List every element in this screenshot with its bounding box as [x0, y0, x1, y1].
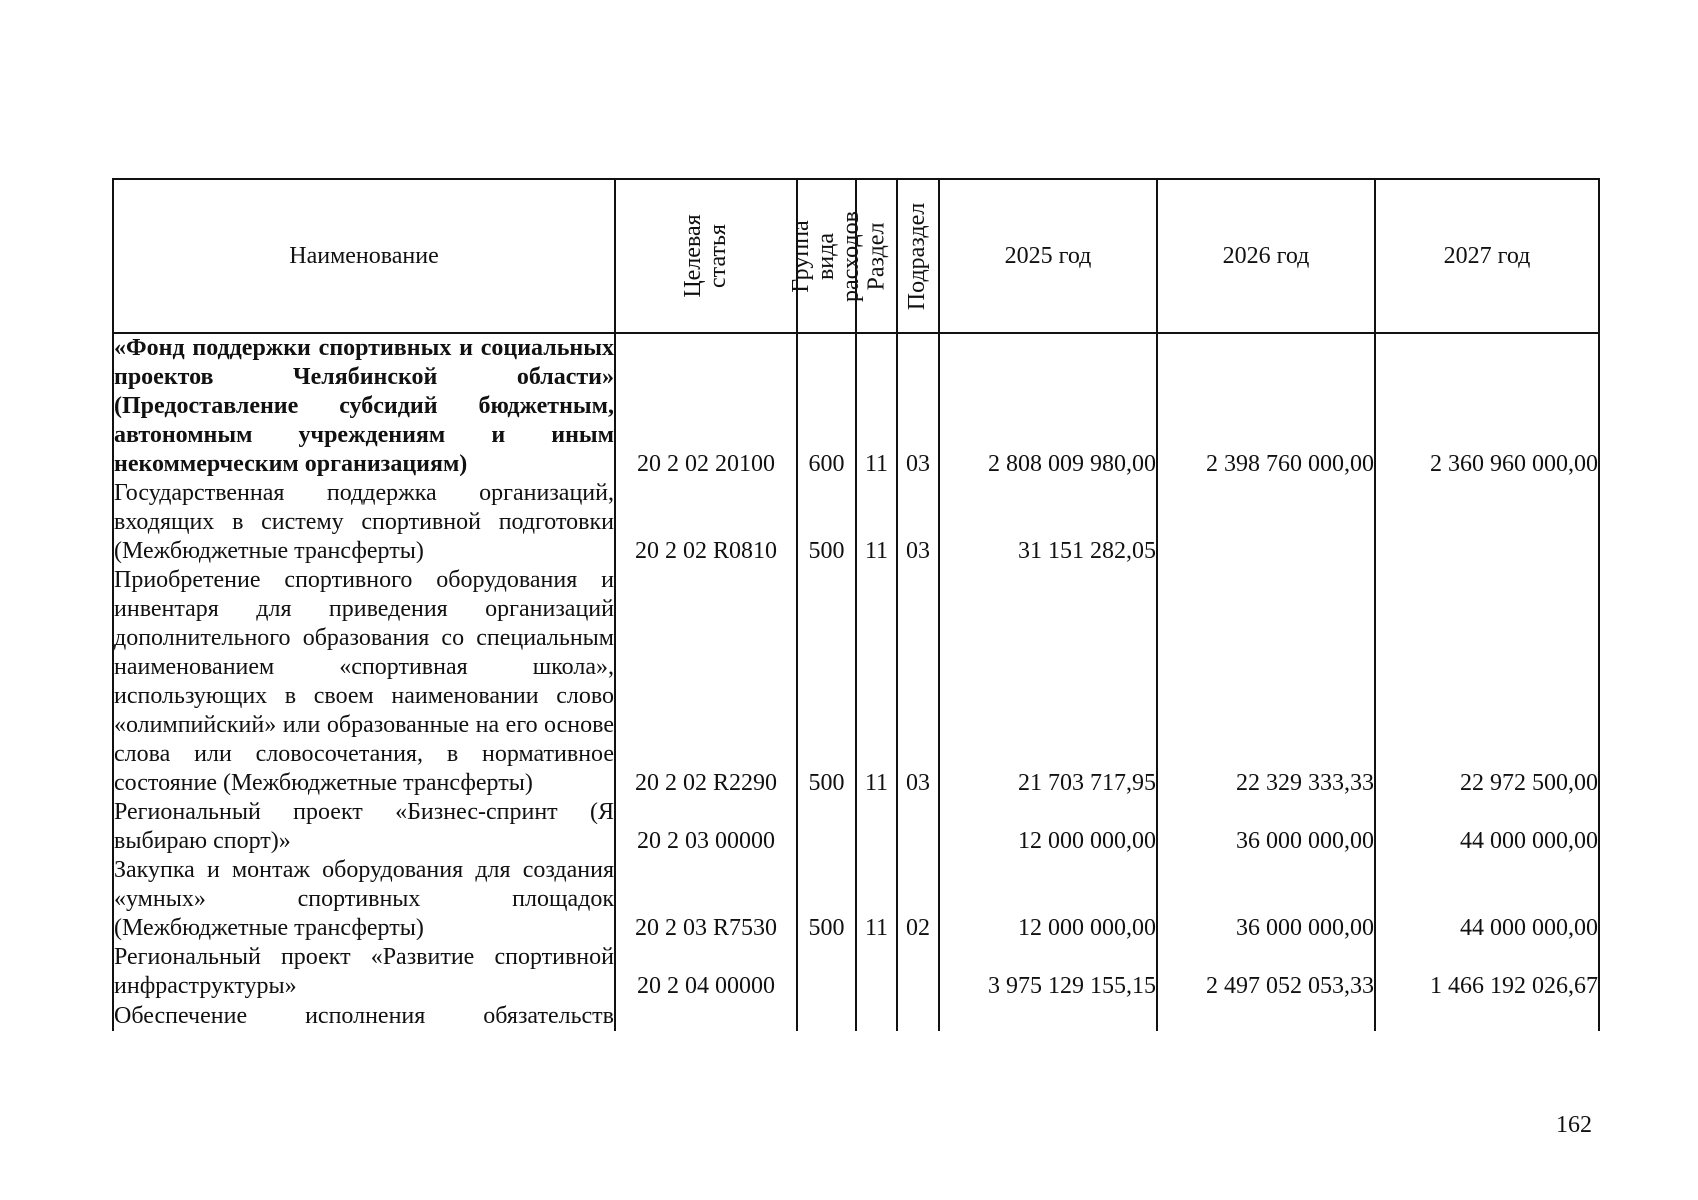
row-2026: 36 000 000,00 [1157, 856, 1375, 943]
row-name: Государственная поддержка организаций, входящих в систему спортивной подготовки (Межбюджетные трансферты) [114, 480, 614, 564]
row-subsection [897, 943, 939, 1001]
row-section [856, 943, 897, 1001]
table-row [113, 798, 1599, 856]
header-target-label: Целевая статья [680, 214, 731, 298]
row-group: 500 [797, 479, 856, 566]
header-name: Наименование [113, 179, 615, 333]
budget-table [112, 178, 1600, 1031]
row-section [856, 1001, 897, 1031]
table-row [113, 566, 1599, 798]
row-2026: 36 000 000,00 [1157, 798, 1375, 856]
row-2027 [1375, 1001, 1599, 1031]
header-section-label: Раздел [863, 222, 890, 290]
row-name: Приобретение спортивного оборудования и инвентаря для приведения организаций дополнительного образования со специальным наименованием «спортивная школа», использующих в своем наименовании слово «олимпийский» или образованные на его основе слова или словосочетания, в нормативное состояние (Межбюджетные трансферты) [114, 567, 614, 796]
row-2026: 22 329 333,33 [1157, 566, 1375, 798]
row-name: Региональный проект «Развитие спортивной инфраструктуры» [114, 944, 614, 999]
table-row [113, 1001, 1599, 1031]
row-subsection [897, 1001, 939, 1031]
table-row [113, 479, 1599, 566]
row-name: Обеспечение исполнения обязательств [114, 1003, 614, 1029]
page-number: 162 [1556, 1112, 1592, 1138]
row-name: Закупка и монтаж оборудования для создания «умных» спортивных площадок (Межбюджетные трансферты) [114, 857, 614, 941]
header-2027: 2027 год [1375, 179, 1599, 333]
row-subsection [897, 798, 939, 856]
row-group: 500 [797, 856, 856, 943]
row-section: 11 [856, 479, 897, 566]
row-name: Региональный проект «Бизнес-спринт (Я выбираю спорт)» [114, 799, 614, 854]
row-section: 11 [856, 333, 897, 479]
row-section: 11 [856, 856, 897, 943]
row-2026 [1157, 1001, 1375, 1031]
row-group [797, 798, 856, 856]
header-subsection-label: Подраздел [904, 202, 931, 310]
row-name: «Фонд поддержки спортивных и социальных проектов Челябинской области» (Предоставление субсидий бюджетным, автономным учреждениям и иным некоммерческим организациям) [114, 335, 614, 477]
row-2025: 3 975 129 155,15 [939, 943, 1157, 1001]
row-code: 20 2 03 R7530 [615, 856, 797, 943]
row-section [856, 798, 897, 856]
row-2026 [1157, 479, 1375, 566]
row-2027: 44 000 000,00 [1375, 856, 1599, 943]
row-group: 600 [797, 333, 856, 479]
row-2025 [939, 1001, 1157, 1031]
row-2025: 12 000 000,00 [939, 856, 1157, 943]
row-2025: 21 703 717,95 [939, 566, 1157, 798]
row-2026: 2 398 760 000,00 [1157, 333, 1375, 479]
row-group [797, 1001, 856, 1031]
row-code: 20 2 04 00000 [615, 943, 797, 1001]
row-2027: 1 466 192 026,67 [1375, 943, 1599, 1001]
row-group: 500 [797, 566, 856, 798]
table-header-row [113, 179, 1599, 333]
row-code: 20 2 03 00000 [615, 798, 797, 856]
row-group [797, 943, 856, 1001]
header-target [615, 179, 797, 333]
row-section: 11 [856, 566, 897, 798]
row-2026: 2 497 052 053,33 [1157, 943, 1375, 1001]
row-code: 20 2 02 20100 [615, 333, 797, 479]
row-2027: 22 972 500,00 [1375, 566, 1599, 798]
table-row [113, 943, 1599, 1001]
row-code [615, 1001, 797, 1031]
row-2027 [1375, 479, 1599, 566]
row-2027: 2 360 960 000,00 [1375, 333, 1599, 479]
row-2025: 12 000 000,00 [939, 798, 1157, 856]
row-subsection: 03 [897, 566, 939, 798]
row-code: 20 2 02 R2290 [615, 566, 797, 798]
table-row [113, 856, 1599, 943]
row-2025: 31 151 282,05 [939, 479, 1157, 566]
table-row [113, 333, 1599, 479]
header-2026: 2026 год [1157, 179, 1375, 333]
row-subsection: 03 [897, 333, 939, 479]
row-code: 20 2 02 R0810 [615, 479, 797, 566]
header-subsection [897, 179, 939, 333]
row-2025: 2 808 009 980,00 [939, 333, 1157, 479]
header-expense-group [788, 179, 865, 333]
header-expense-group-label: Группа вида расходов [788, 210, 865, 302]
row-subsection: 03 [897, 479, 939, 566]
header-2025: 2025 год [939, 179, 1157, 333]
row-subsection: 02 [897, 856, 939, 943]
row-2027: 44 000 000,00 [1375, 798, 1599, 856]
